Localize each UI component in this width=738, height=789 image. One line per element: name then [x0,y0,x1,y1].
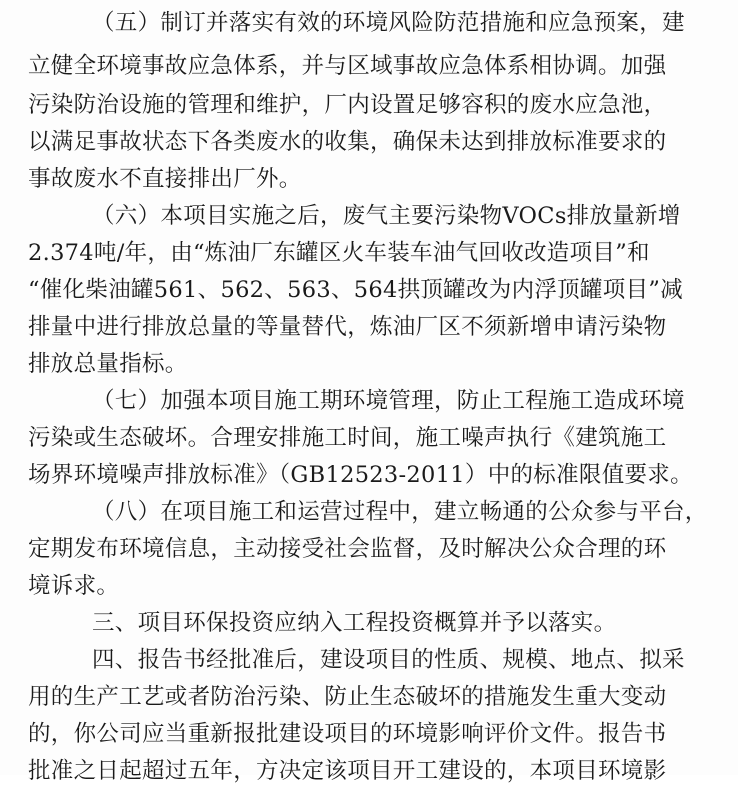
paragraph-5-line-3: 污染防治设施的管理和维护，厂内设置足够容积的废水应急池， [28,92,667,118]
paragraph-8-line-2: 定期发布环境信息，主动接受社会监督，及时解决公众合理的环 [28,536,667,562]
paragraph-6-line-5: 排放总量指标。 [28,351,188,377]
paragraph-5-line-1: （五）制订并落实有效的环境风险防范措施和应急预案，建 [92,10,685,36]
paragraph-7-line-3: 场界环境噪声排放标准》（GB12523-2011）中的标准限值要求。 [28,462,693,488]
paragraph-5-line-2: 立健全环境事故应急体系，并与区域事故应急体系相协调。加强 [28,53,667,79]
paragraph-8-line-3: 境诉求。 [28,573,120,599]
paragraph-6-line-2: 2.374吨/年，由“炼油厂东罐区火车装车油气回收改造项目”和 [28,240,650,266]
paragraph-5-line-4: 以满足事故状态下各类废水的收集，确保未达到排放标准要求的 [28,129,667,155]
section-4-line-2: 用的生产工艺或者防治污染、防止生态破坏的措施发生重大变动 [28,684,667,710]
paragraph-5-line-5: 事故废水不直接排出厂外。 [28,166,302,192]
section-4-line-3: 的，你公司应当重新报批建设项目的环境影响评价文件。报告书 [28,721,667,747]
paragraph-6-line-1: （六）本项目实施之后，废气主要污染物VOCs排放量新增 [92,203,681,229]
section-4-line-1: 四、报告书经批准后，建设项目的性质、规模、地点、拟采 [92,647,685,673]
paragraph-6-line-4: 排量中进行排放总量的等量替代，炼油厂区不须新增申请污染物 [28,314,667,340]
section-3-text: 三、项目环保投资应纳入工程投资概算并予以落实。 [92,610,617,636]
paragraph-7-line-2: 污染或生态破坏。合理安排施工时间，施工噪声执行《建筑施工 [28,425,667,451]
paragraph-8-line-1: （八）在项目施工和运营过程中，建立畅通的公众参与平台， [92,499,708,525]
paragraph-6-line-3: “催化柴油罐561、562、563、564拱顶罐改为内浮顶罐项目”减 [28,277,683,303]
paragraph-7-line-1: （七）加强本项目施工期环境管理，防止工程施工造成环境 [92,388,685,414]
section-4-line-4: 批准之日起超过五年，方决定该项目开工建设的，本项目环境影 [28,758,667,784]
